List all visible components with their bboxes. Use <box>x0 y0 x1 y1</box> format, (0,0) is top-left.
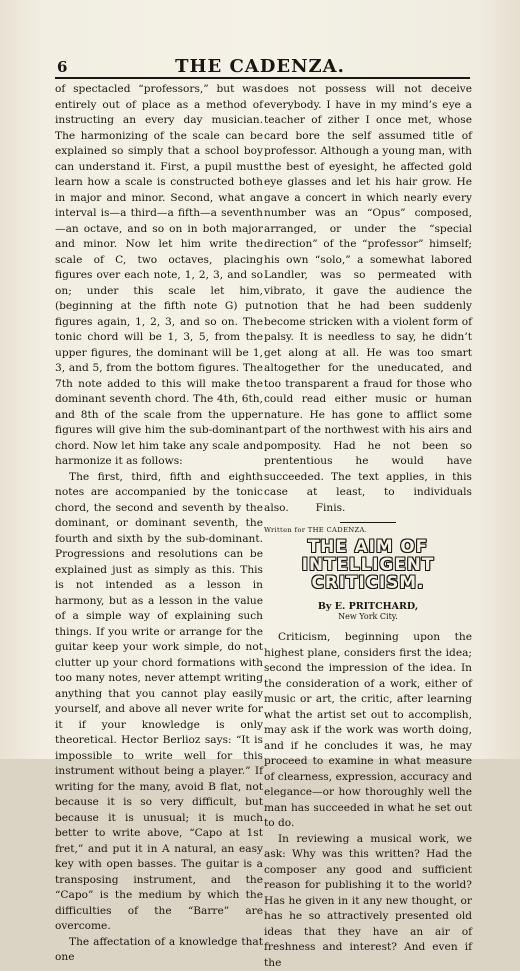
paragraph: In reviewing a musical work, we ask: Why was this written? Had the composer any good and sufficient reason for publishing it to the world? Has he given in it any new thought, or has he so attractively presented old ideas that they have an air of freshness and interest? And even if the <box>264 832 472 971</box>
paragraph: The affectation of a knowledge that one <box>55 935 263 966</box>
byline: By E. PRITCHARD, <box>264 601 472 612</box>
right-column <box>264 82 472 971</box>
continued-text: does not possess will not deceive everybody. I have in my mind’s eye a teacher of zither I once met, whose card bore the self assumed title of professor. Although a young man, with the best of eyesight, he affected gold eye glasses and let his hair grow. He gave a concert in which nearly every number was an “Opus” composed, arranged, or under the “special direction” of the “professor” himself; his own “solo,” a somewhat labored Landler, was so permeated with vibrato, it gave the audience the notion that he had been suddenly become stricken with a violent form of palsy. It is needless to say, he didn’t get along at all. He was too smart altogether for the uneducated, and too transparent a fraud for those who could read either music or human nature. He has gone to afflict some part of the northwest with his airs and pomposity. Had he not been so prententious he would have succeeded. The text applies, in this case at least, to individuals also. <box>264 83 472 514</box>
section-divider <box>340 522 396 523</box>
article-attribution: Written for THE CADENZA. <box>264 526 472 535</box>
byline-place: New York City. <box>264 612 472 622</box>
running-title: THE CADENZA. <box>0 56 520 77</box>
paragraph-continued <box>264 82 472 516</box>
finis-mark: Finis. <box>316 502 346 514</box>
page-number: 6 <box>57 58 67 76</box>
left-column <box>55 82 263 966</box>
article-headline: THE AIM OF INTELLIGENT CRITICISM. <box>264 537 472 591</box>
paragraph-continued: of spectacled “professors,” but was entirely out of place as a method of instructing an every day musician. The harmonizing of the scale can be explained so simply that a school boy can understand it. First, a pupil must learn how a scale is constructed both in major and minor. Second, what an interval is—a third—a fifth—a seventh—an octave, and so on in both major and minor. Now let him write the scale of C, two octaves, placing figures over each note, 1, 2, 3, and so on; under this scale let him, (beginning at the fifth note G) put figures again, 1, 2, 3, and so on. The tonic chord will be 1, 3, 5, from the upper figures, the dominant will be 1, 3, and 5, from the bottom figures. The 7th note added to this will make the dominant seventh chord. The 4th, 6th, and 8th of the scale from the upper figures will give him the sub-dominant chord. Now let him take any scale and harmonize it as follows: <box>55 82 263 470</box>
header-rule <box>55 77 470 79</box>
paragraph: The first, third, fifth and eighth notes are accompanied by the tonic chord, the second and seventh by the dominant, or dominant seventh, the fourth and sixth by the sub-dominant. Progressions and resolutions can be explained just as simply as this. This is not intended as a lesson in harmony, but as a lesson in the value of a simple way of explaining such things. If you write or arrange for the guitar keep your work simple, do not clutter up your chord formations with too many notes, never attempt writing anything that you cannot play easily yourself, and above all never write for it if your knowledge is only theoretical. Hector Berlioz says: “It is impossible to write well for this instrument without being a player.” If writing for the many, avoid B flat, not because it is so very difficult, but because it is unusual; it is much better to write above, “Capo at 1st fret,” and put it in A natural, an easy key with open basses. The guitar is a transposing instrument, and the “Capo” is the medium by which the difficulties of the “Barre” are overcome. <box>55 470 263 935</box>
paragraph: Criticism, beginning upon the highest plane, considers first the idea; second the impression of the idea. In the consideration of a work, either of music or art, the critic, after learning what the artist set out to accomplish, may ask if the work was worth doing, and if he concludes it was, he may proceed to examine in what measure of clearness, expression, accuracy and elegance—or how thoroughly well the man has succeeded in what he set out to do. <box>264 630 472 832</box>
